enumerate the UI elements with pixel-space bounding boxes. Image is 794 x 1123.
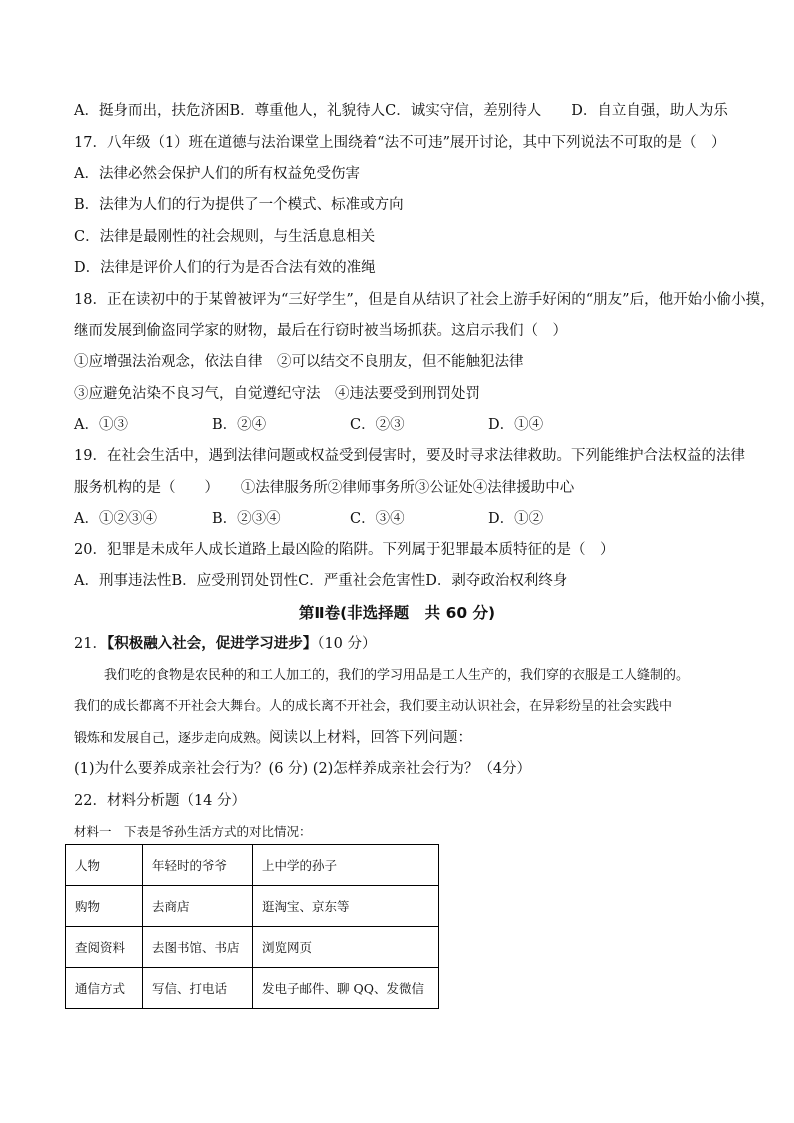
q19-option-c: C．③④ <box>350 511 405 527</box>
q20-option-a: A．刑事违法性 <box>74 573 172 589</box>
table-cell: 上中学的孙子 <box>253 845 439 886</box>
table-cell: 逛淘宝、京东等 <box>253 886 439 927</box>
q18-statements-3-4: ③应避免沾染不良习气，自觉遵纪守法 ④违法要受到刑罚处罚 <box>74 386 480 402</box>
q18-statements-1-2: ①应增强法治观念，依法自律 ②可以结交不良朋友，但不能触犯法律 <box>74 354 524 370</box>
q19-option-d: D．①② <box>488 511 544 527</box>
q22-material1-intro: 材料一 下表是爷孙生活方式的对比情况： <box>74 824 312 839</box>
table-cell: 浏览网页 <box>253 927 439 968</box>
table-cell: 发电子邮件、聊 QQ、发微信 <box>253 968 439 1009</box>
q16-option-d: D．自立自强，助人为乐 <box>571 103 728 119</box>
section-2-title: 第Ⅱ卷(非选择题 共 60 分) <box>298 604 496 622</box>
q20-option-d: D．剥夺政治权利终身 <box>425 573 568 589</box>
q18-stem-line1: 18．正在读初中的于某曾被评为“三好学生”，但是自从结识了社会上游手好闲的“朋友”后，他开始小偷小摸， <box>74 292 775 308</box>
q21-material-line1: 我们吃的食物是农民种的和工人加工的，我们的学习用品是工人生产的，我们穿的衣服是工人缝制的。 <box>104 668 690 683</box>
q18-options <box>74 415 543 435</box>
q18-stem-line2: 继而发展到偷盗同学家的财物，最后在行窃时被当场抓获。这启示我们（ ） <box>74 323 567 339</box>
q16-option-a: A．挺身而出，扶危济困 <box>74 103 230 119</box>
q21-material-line3 <box>74 728 472 749</box>
q21-material-line2: 我们的成长都离不开社会大舞台。人的成长离不开社会，我们要主动认识社会，在异彩纷呈的社会实践中 <box>74 699 673 714</box>
table-cell: 人物 <box>66 845 143 886</box>
q19-stem-line1: 19．在社会生活中，遇到法律问题或权益受到侵害时，要及时寻求法律救助。下列能维护合法权益的法律 <box>74 448 745 464</box>
table-row <box>66 968 439 1009</box>
q22-stem: 22．材料分析题（14 分） <box>74 793 247 809</box>
q21-heading: 【积极融入社会，促进学习进步】 <box>106 636 318 652</box>
q20-options <box>74 571 567 591</box>
q21-instruction: 阅读以上材料，回答下列问题： <box>269 730 473 746</box>
q19-options <box>74 509 543 529</box>
q17-option-d: D．法律是评价人们的行为是否合法有效的准绳 <box>74 260 376 276</box>
q21-heading-line <box>74 634 377 654</box>
q16-options <box>74 101 728 121</box>
table-cell: 通信方式 <box>66 968 143 1009</box>
q18-option-c: C．②③ <box>350 417 405 433</box>
q16-option-c: C．诚实守信，差别待人 <box>385 103 542 119</box>
table-cell: 查阅资料 <box>66 927 143 968</box>
q17-stem: 17．八年级（1）班在道德与法治课堂上围绕着“法不可违”展开讨论，其中下列说法不可取的是（ ） <box>74 135 726 151</box>
table-cell: 购物 <box>66 886 143 927</box>
q18-option-d: D．①④ <box>488 417 544 433</box>
table-cell: 写信、打电话 <box>143 968 253 1009</box>
q21-material-line3-text: 锻炼和发展自己，逐步走向成熟。 <box>74 731 270 746</box>
lifestyle-comparison-table <box>65 844 439 1009</box>
q21-number: 21． <box>74 636 107 652</box>
table-cell: 去商店 <box>143 886 253 927</box>
table-row <box>66 927 439 968</box>
q17-option-c: C．法律是最刚性的社会规则，与生活息息相关 <box>74 229 376 245</box>
q17-option-b: B．法律为人们的行为提供了一个模式、标准或方向 <box>74 197 404 213</box>
q20-option-b: B．应受刑罚处罚性 <box>171 573 299 589</box>
q16-option-b: B．尊重他人，礼貌待人 <box>229 103 386 119</box>
q19-stem-line2: 服务机构的是（ ） ①法律服务所②律师事务所③公证处④法律援助中心 <box>74 480 575 496</box>
q18-option-a: A．①③ <box>74 417 128 433</box>
q19-option-a: A．①②③④ <box>74 511 157 527</box>
q18-option-b: B．②④ <box>212 417 267 433</box>
q20-stem: 20．犯罪是未成年人成长道路上最凶险的陷阱。下列属于犯罪最本质特征的是（ ） <box>74 542 615 558</box>
table-row <box>66 886 439 927</box>
table-cell: 去图书馆、书店 <box>143 927 253 968</box>
table-row <box>66 845 439 886</box>
q17-option-a: A．法律必然会保护人们的所有权益免受伤害 <box>74 166 360 182</box>
q19-option-b: B．②③④ <box>212 511 281 527</box>
q21-questions: (1)为什么要养成亲社会行为？(6 分) (2)怎样养成亲社会行为？（4分） <box>74 761 532 777</box>
q21-score: （10 分） <box>317 636 377 652</box>
table-cell: 年轻时的爷爷 <box>143 845 253 886</box>
q20-option-c: C．严重社会危害性 <box>298 573 426 589</box>
